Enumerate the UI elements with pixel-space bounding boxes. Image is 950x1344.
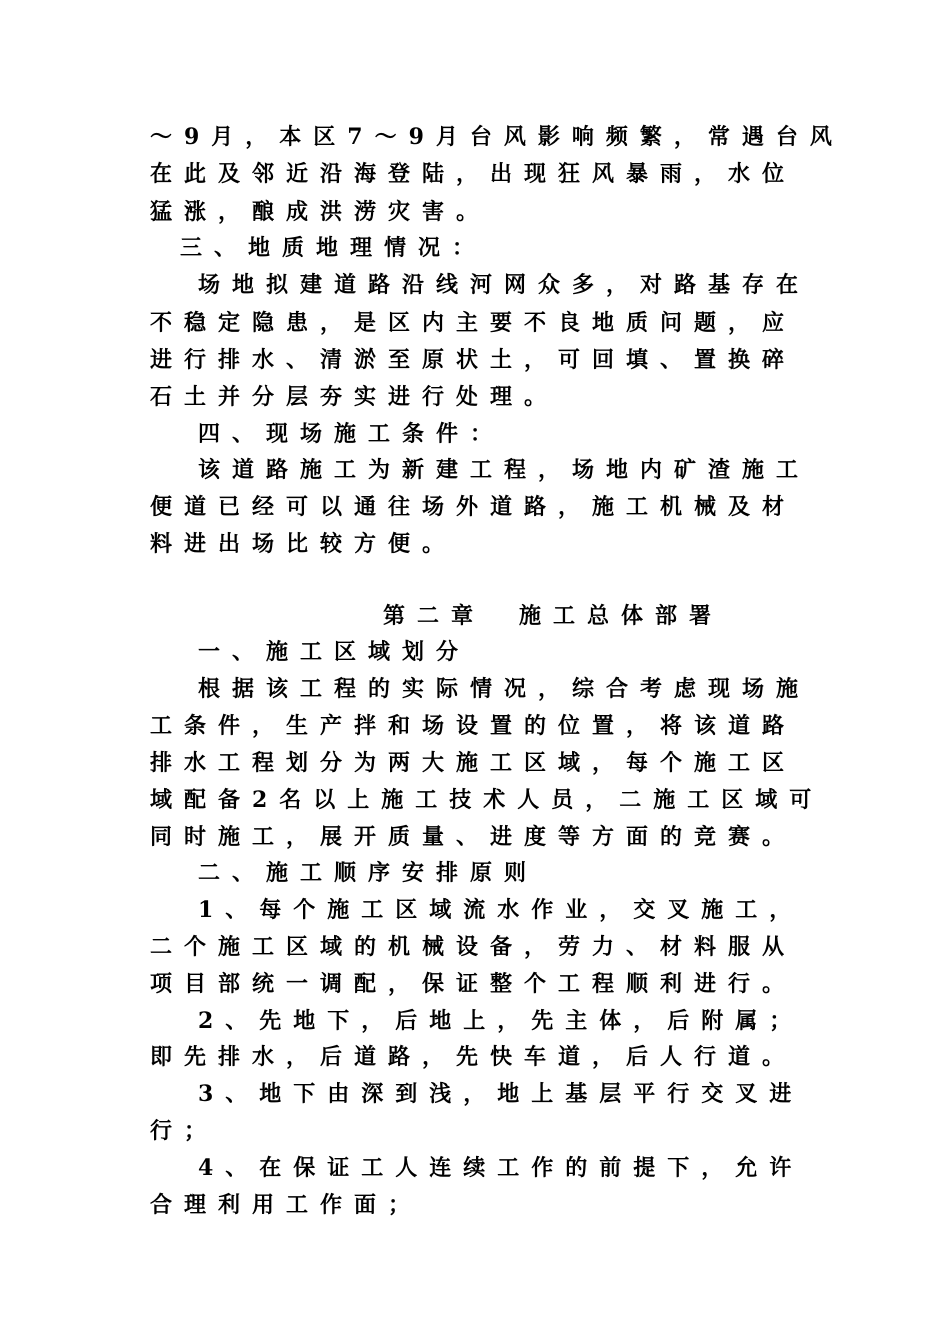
- text-line: 工条件，生产拌和场设置的位置，将该道路: [150, 713, 797, 739]
- text-line: 该道路施工为新建工程，场地内矿渣施工: [198, 457, 811, 483]
- text-line: 即先排水，后道路，先快车道，后人行道。: [150, 1044, 797, 1070]
- text-line: 域配备2名以上施工技术人员，二施工区域可: [150, 787, 824, 813]
- text-line: 项目部统一调配，保证整个工程顺利进行。: [150, 971, 797, 997]
- section-heading: 一、施工区域划分: [198, 639, 471, 665]
- section-heading: 三、地质地理情况：: [180, 235, 487, 261]
- text-line: 便道已经可以通往场外道路，施工机械及材: [150, 494, 797, 520]
- text-line: 石土并分层夯实进行处理。: [150, 384, 559, 410]
- text-line: 合理利用工作面；: [150, 1192, 423, 1218]
- text-line: 3、地下由深到浅，地上基层平行交叉进: [198, 1081, 804, 1107]
- text-line: 不稳定隐患，是区内主要不良地质问题，应: [150, 310, 797, 336]
- text-line: 猛涨，酿成洪涝灾害。: [150, 199, 491, 225]
- chapter-title: 第二章 施工总体部署: [383, 603, 724, 629]
- section-heading: 四、现场施工条件：: [198, 421, 505, 447]
- text-line: ～9月，本区7～9月台风影响频繁，常遇台风: [150, 124, 844, 150]
- text-line: 料进出场比较方便。: [150, 531, 457, 557]
- text-line: 排水工程划分为两大施工区域，每个施工区: [150, 750, 797, 776]
- text-line: 进行排水、清淤至原状土，可回填、置换碎: [150, 347, 797, 373]
- text-line: 1、每个施工区域流水作业，交叉施工，: [198, 897, 804, 923]
- section-heading: 二、施工顺序安排原则: [198, 860, 539, 886]
- text-line: 同时施工，展开质量、进度等方面的竞赛。: [150, 824, 797, 850]
- text-line: 二个施工区域的机械设备，劳力、材料服从: [150, 934, 797, 960]
- text-line: 2、先地下，后地上，先主体，后附属；: [198, 1008, 804, 1034]
- text-line: 根据该工程的实际情况，综合考虑现场施: [198, 676, 811, 702]
- text-line: 场地拟建道路沿线河网众多，对路基存在: [198, 272, 811, 298]
- text-line: 4、在保证工人连续工作的前提下，允许: [198, 1155, 804, 1181]
- text-line: 在此及邻近沿海登陆，出现狂风暴雨，水位: [150, 161, 797, 187]
- text-line: 行；: [150, 1118, 219, 1144]
